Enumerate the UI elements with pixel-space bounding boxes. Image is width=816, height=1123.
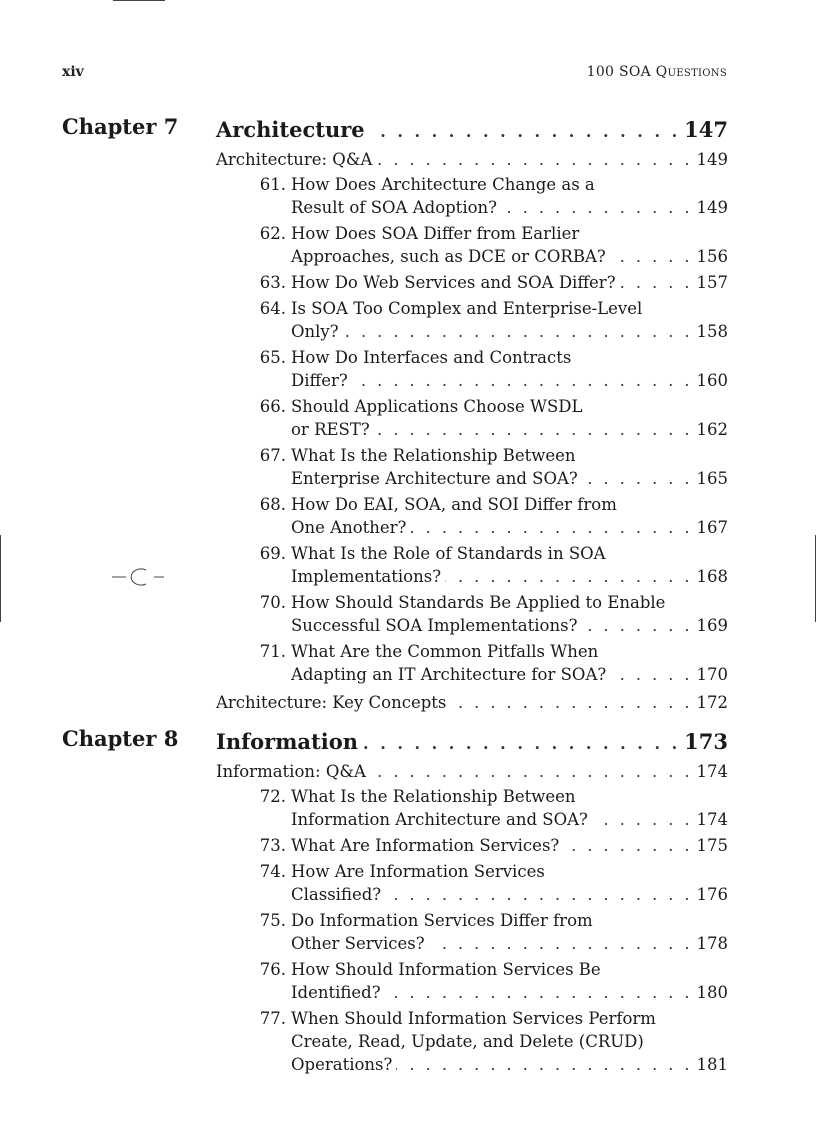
question-line [216,444,728,467]
dot-leader [343,320,693,343]
question-number: 65. [259,348,286,367]
question-text: Implementations? [291,567,442,586]
question-text: Successful SOA Implementations? [291,616,578,635]
question-line [216,834,728,857]
page-ref: 157 [696,273,728,292]
question-number: 67. [259,446,286,465]
page-ref: 165 [696,469,728,488]
dot-leader [376,146,692,173]
question-text: One Another? [291,518,407,537]
question-line [216,196,728,219]
question-line [216,245,728,268]
page-ref: 181 [696,1055,728,1074]
question-line [216,516,728,539]
question-entry[interactable] [216,860,728,906]
question-number: 62. [259,224,286,243]
chapter-block [62,114,728,716]
question-text: Classified? [291,885,382,904]
chapter-label: Chapter 8 [62,726,179,751]
question-text: or REST? [291,420,370,439]
dot-leader [445,565,692,588]
question-entry[interactable] [216,173,728,219]
dot-leader [370,758,693,785]
question-number: 77. [259,1009,286,1028]
question-entry[interactable] [216,542,728,588]
question-line [216,909,728,932]
question-text: How Do Web Services and SOA Differ? [291,273,616,292]
question-text: How Does Architecture Change as a [291,175,595,194]
question-number: 75. [259,911,286,930]
dot-leader [582,467,693,490]
chapter-page-ref: 147 [684,117,728,142]
page-ref: 156 [696,247,728,266]
question-text: What Are Information Services? [291,836,560,855]
question-line [216,346,728,369]
page-ref: 175 [696,836,728,855]
chapter-label: Chapter 7 [62,114,179,139]
question-number: 64. [259,299,286,318]
dot-leader [620,271,693,294]
question-entry[interactable] [216,271,728,294]
chapter-page-ref: 173 [684,729,728,754]
page-ref: 180 [696,983,728,1002]
question-line [216,271,728,294]
dot-leader [563,834,692,857]
question-line [216,542,728,565]
toc-section-row[interactable] [216,758,728,785]
chapter-title-row[interactable] [216,114,728,146]
question-line [216,808,728,831]
question-number: 63. [259,273,286,292]
question-text: How Should Information Services Be [291,960,601,979]
page-ref: 160 [696,371,728,390]
chapter-title: Information [216,729,358,754]
question-line [216,467,728,490]
question-line [216,297,728,320]
chapter-title: Architecture [216,117,365,142]
question-text: What Are the Common Pitfalls When [291,642,599,661]
question-entry[interactable] [216,395,728,441]
question-line [216,640,728,663]
question-line [216,958,728,981]
question-text: Differ? [291,371,348,390]
question-text: Do Information Services Differ from [291,911,593,930]
question-text: How Does SOA Differ from Earlier [291,224,580,243]
toc-section-row[interactable] [216,146,728,173]
question-text: Enterprise Architecture and SOA? [291,469,578,488]
question-text: Result of SOA Adoption? [291,198,498,217]
question-line [216,418,728,441]
question-number: 72. [259,787,286,806]
question-line [216,173,728,196]
question-entry[interactable] [216,297,728,343]
question-line [216,222,728,245]
question-line [216,369,728,392]
page-ref: 176 [696,885,728,904]
question-text: When Should Information Services Perform [291,1009,656,1028]
question-entry[interactable] [216,1007,728,1076]
question-number: 73. [259,836,286,855]
page-number: xiv [62,64,84,80]
question-text: Information Architecture and SOA? [291,810,588,829]
question-number: 76. [259,960,286,979]
dot-leader [501,196,692,219]
question-number: 68. [259,495,286,514]
question-entry[interactable] [216,785,728,831]
question-line [216,591,728,614]
dot-leader [592,808,693,831]
running-head: 100 SOA Questions [586,64,727,80]
question-text: Approaches, such as DCE or CORBA? [291,247,606,266]
question-entry[interactable] [216,591,728,637]
question-text: What Is the Role of Standards in SOA [291,544,606,563]
question-entry[interactable] [216,444,728,490]
question-text: How Should Standards Be Applied to Enable [291,593,666,612]
question-line [216,932,728,955]
page-ref: 162 [696,420,728,439]
question-entry[interactable] [216,346,728,392]
page-ref: 158 [696,322,728,341]
page-ref: 174 [696,762,728,781]
question-entry[interactable] [216,834,728,857]
question-number: 71. [259,642,286,661]
dot-leader [581,614,692,637]
question-line [216,1007,728,1030]
question-text: Adapting an IT Architecture for SOA? [291,665,607,684]
question-line [216,860,728,883]
crop-mark-top [113,0,165,1]
page-ref: 170 [696,665,728,684]
question-text: Only? [291,322,339,341]
question-text: What Is the Relationship Between [291,446,576,465]
question-line [216,663,728,686]
question-line [216,565,728,588]
dot-leader [374,418,693,441]
dot-leader [410,516,692,539]
question-line [216,1053,728,1076]
table-of-contents [62,114,728,1079]
question-entry[interactable] [216,909,728,955]
question-number: 66. [259,397,286,416]
question-text: Identified? [291,983,381,1002]
question-line [216,320,728,343]
toc-section-row[interactable] [216,689,728,716]
question-text: Create, Read, Update, and Delete (CRUD) [291,1032,644,1051]
page-ref: 169 [696,616,728,635]
question-line [216,883,728,906]
question-entry[interactable] [216,958,728,1004]
question-text: How Are Information Services [291,862,545,881]
question-text: Other Services? [291,934,425,953]
question-line [216,1030,728,1053]
page-ref: 168 [696,567,728,586]
dot-leader [385,981,693,1004]
page-ref: 172 [696,693,728,712]
page-ref: 174 [696,810,728,829]
question-number: 70. [259,593,286,612]
question-entry[interactable] [216,640,728,686]
chapter-title-row[interactable] [216,726,728,758]
question-text: Is SOA Too Complex and Enterprise-Level [291,299,643,318]
dot-leader [610,663,692,686]
question-line [216,614,728,637]
question-text: Should Applications Choose WSDL [291,397,583,416]
section-title: Information: Q&A [216,762,366,781]
dot-leader [610,245,693,268]
page-ref: 178 [696,934,728,953]
page-ref: 149 [696,150,728,169]
question-number: 69. [259,544,286,563]
question-line [216,395,728,418]
dot-leader [429,932,693,955]
page-header [62,64,727,82]
question-entry[interactable] [216,222,728,268]
question-entry[interactable] [216,493,728,539]
question-number: 74. [259,862,286,881]
page-ref: 167 [696,518,728,537]
section-title: Architecture: Q&A [216,150,373,169]
dot-leader [385,883,692,906]
dot-leader [396,1053,692,1076]
dot-leader [352,369,693,392]
dot-leader [450,689,692,716]
dot-leader [362,728,680,760]
crop-mark-left [0,535,1,622]
section-title: Architecture: Key Concepts [216,693,447,712]
chapter-block [62,726,728,1076]
page-ref: 149 [696,198,728,217]
question-line [216,785,728,808]
question-text: What Is the Relationship Between [291,787,576,806]
dot-leader [369,116,681,148]
question-text: Operations? [291,1055,393,1074]
question-text: How Do Interfaces and Contracts [291,348,572,367]
question-number: 61. [259,175,286,194]
question-text: How Do EAI, SOA, and SOI Differ from [291,495,617,514]
question-line [216,981,728,1004]
question-line [216,493,728,516]
